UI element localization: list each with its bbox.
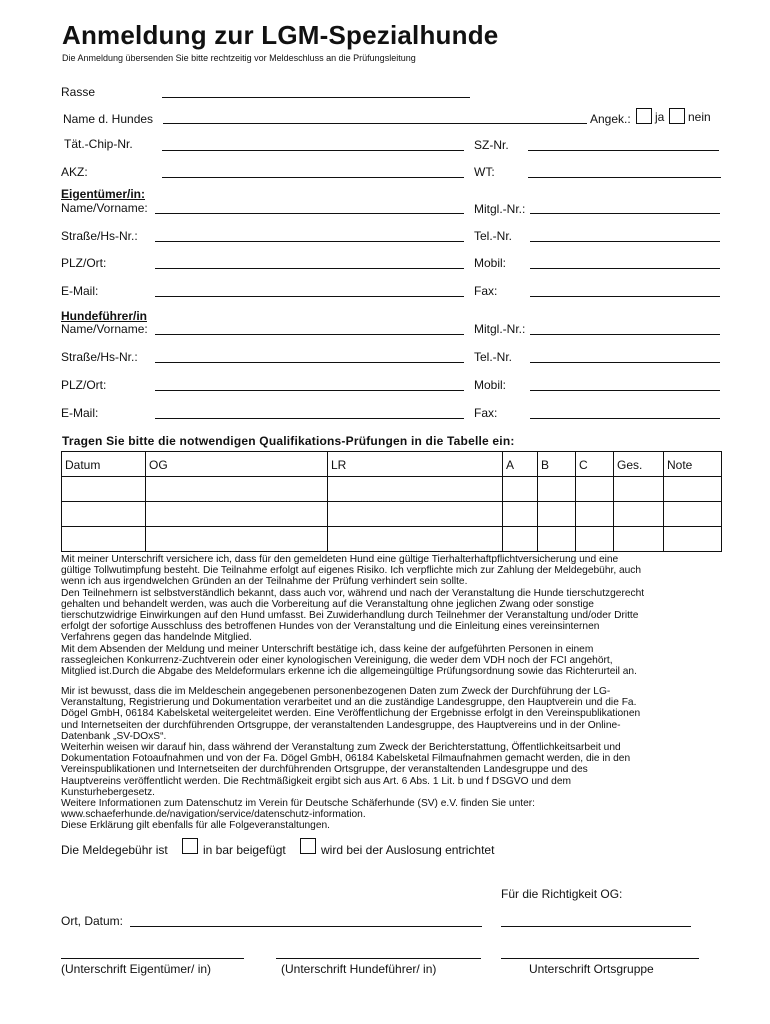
owner-plz-field[interactable] (155, 268, 464, 269)
correctness-label: Für die Richtigkeit OG: (501, 887, 623, 901)
owner-mitgl-field[interactable] (530, 213, 720, 214)
table-cell[interactable] (146, 502, 328, 527)
text-line: Kunsturhebergesetz. (61, 786, 156, 798)
table-cell[interactable] (62, 502, 146, 527)
text-line: Diese Erklärung gilt ebenfalls für alle Folgeveranstaltungen. (61, 820, 330, 832)
table-cell[interactable] (503, 502, 538, 527)
table-cell[interactable] (146, 527, 328, 552)
wt-label: WT: (474, 165, 495, 179)
table-header-row (62, 452, 722, 477)
handler-mitgl-field[interactable] (530, 334, 720, 335)
chip-label: Tät.-Chip-Nr. (64, 137, 133, 151)
angek-ja-label: ja (655, 110, 665, 124)
handler-tel-label: Tel.-Nr. (474, 350, 513, 364)
table-cell[interactable] (614, 477, 664, 502)
handler-heading: Hundeführer/in (61, 309, 147, 323)
handler-street-field[interactable] (155, 362, 464, 363)
col-lr: LR (328, 452, 503, 477)
table-cell[interactable] (328, 477, 503, 502)
table-heading: Tragen Sie bitte die notwendigen Qualifikations-Prüfungen in die Tabelle ein: (62, 434, 515, 448)
text-line: www.schaeferhunde.de/navigation/service/datenschutz-information. (61, 809, 366, 821)
form-subtitle: Die Anmeldung übersenden Sie bitte rechtzeitig vor Meldeschluss an die Prüfungsleitung (62, 53, 416, 63)
table-cell[interactable] (576, 502, 614, 527)
handler-name-field[interactable] (155, 334, 464, 335)
dog-name-field[interactable] (163, 123, 587, 124)
table-cell[interactable] (62, 527, 146, 552)
handler-fax-label: Fax: (474, 406, 498, 420)
table-cell[interactable] (614, 527, 664, 552)
text-line: Hauptvereins veröffentlicht werden. Die Rechtmäßigkeit ergibt sich aus Art. 6 Abs. 1 Lit. b und f DSGVO und dem (61, 775, 572, 787)
angek-ja-checkbox[interactable] (636, 108, 652, 124)
table-cell[interactable] (328, 527, 503, 552)
text-line: gehalten und behandelt werden, was auch die Vorbereitung auf die Veranstaltung ohne jeglichen Zwang oder sonstige (61, 598, 594, 610)
table-cell[interactable] (538, 477, 576, 502)
text-line: tierschutzwidrige Einwirkungen auf den Hund umfasst. Bei Zuwiderhandlung durch Teilnehmer der Veranstaltung und/oder Dritte (61, 610, 639, 622)
text-line: gültige Tollwutimpfung besteht. Die Teilnahme erfolgt auf eigenes Risiko. Ich verpflichte mich zur Zahlung der Meldegebühr, auch (61, 565, 642, 577)
handler-email-label: E-Mail: (61, 406, 99, 420)
owner-heading: Eigentümer/in: (61, 187, 146, 201)
table-cell[interactable] (62, 477, 146, 502)
og-signature-label: Unterschrift Ortsgruppe (529, 962, 654, 976)
col-ges: Ges. (614, 452, 664, 477)
handler-fax-field[interactable] (530, 418, 720, 419)
fee-draw-checkbox[interactable] (300, 838, 316, 854)
text-line: Dögel GmbH, 06184 Kabelsketal weitergeleitet werden. Eine Veröffentlichung der Ergebnisse erfolgt in den Vereinspublikationen (61, 708, 641, 720)
place-date-label: Ort, Datum: (61, 914, 124, 928)
table-cell[interactable] (576, 527, 614, 552)
akz-label: AKZ: (61, 165, 88, 179)
table-row (62, 527, 722, 552)
dog-name-label: Name d. Hundes (63, 112, 154, 126)
og-correctness-field[interactable] (501, 926, 691, 927)
owner-email-label: E-Mail: (61, 284, 99, 298)
handler-mobil-field[interactable] (530, 390, 720, 391)
owner-tel-label: Tel.-Nr. (474, 229, 513, 243)
owner-street-field[interactable] (155, 241, 464, 242)
og-signature-field[interactable] (501, 958, 699, 959)
text-line: Weitere Informationen zum Datenschutz im Verein für Deutsche Schäferhunde (SV) e.V. finden Sie unter: (61, 798, 535, 810)
table-cell[interactable] (503, 477, 538, 502)
handler-street-label: Straße/Hs-Nr.: (61, 350, 138, 364)
text-line: Mit meiner Unterschrift versichere ich, dass für den gemeldeten Hund eine gültige Tierhalterhaftpflichtversicherung und eine (61, 554, 619, 565)
text-line: Datenbank „SV-DOxS“. (61, 730, 167, 742)
text-line: Weiterhin weisen wir darauf hin, dass während der Veranstaltung zum Zweck der Berichterstattung, Öffentlichkeitsarbeit und (61, 742, 621, 754)
fee-cash-label: in bar beigefügt (203, 843, 286, 857)
privacy-paragraph (61, 686, 731, 832)
text-line: Mit dem Absenden der Meldung und meiner Unterschrift bestätige ich, dass keine der aufgeführten Personen in einem (61, 643, 594, 655)
text-line: Mitglied ist.Durch die Abgabe des Meldeformulars erkenne ich die allgemeingültige Prüfungsordnung sowie das Richterurteil an. (61, 666, 637, 678)
handler-plz-label: PLZ/Ort: (61, 378, 107, 392)
sz-label: SZ-Nr. (474, 138, 509, 152)
col-og: OG (146, 452, 328, 477)
text-line: Dokumentation Fotoaufnahmen und von der Fa. Dögel GmbH, 06184 Kabelsketal Filmaufnahmen gemacht werden, die in den (61, 753, 631, 765)
table-cell[interactable] (664, 477, 722, 502)
handler-plz-field[interactable] (155, 390, 464, 391)
table-cell[interactable] (328, 502, 503, 527)
fee-label: Die Meldegebühr ist (61, 843, 168, 857)
text-line: erfolgt der sofortige Ausschluss des betroffenen Hundes von der Veranstaltung und die Einleitung eines vereinsinternen (61, 621, 600, 633)
owner-mobil-field[interactable] (530, 268, 720, 269)
col-c: C (576, 452, 614, 477)
angek-nein-label: nein (688, 110, 711, 124)
text-line: Verfahrens gegen das handelnde Mitglied. (61, 632, 252, 644)
table-cell[interactable] (503, 527, 538, 552)
table-cell[interactable] (538, 527, 576, 552)
declaration-paragraph (61, 554, 731, 677)
text-line: Veranstaltung, Registrierung und Dokumentation verarbeitet und an die zuständige Landesgruppe, den Hauptverein und die Fa. (61, 697, 637, 709)
col-note: Note (664, 452, 722, 477)
handler-signature-label: (Unterschrift Hundeführer/ in) (281, 962, 437, 976)
handler-tel-field[interactable] (530, 362, 720, 363)
angek-nein-checkbox[interactable] (669, 108, 685, 124)
fee-draw-label: wird bei der Auslosung entrichtet (321, 843, 495, 857)
col-a: A (503, 452, 538, 477)
table-row (62, 477, 722, 502)
text-line: rassegleichen Konkurrenz-Zuchtverein oder einer kynologischen Vereinigung, die weder dem VDH noch der FCI angehört, (61, 654, 613, 666)
chip-field[interactable] (162, 150, 464, 151)
col-datum: Datum (62, 452, 146, 477)
table-cell[interactable] (146, 477, 328, 502)
owner-fax-field[interactable] (530, 296, 720, 297)
text-line: Mir ist bewusst, dass die im Meldeschein angegebenen personenbezogenen Daten zum Zweck der Durchführung der LG- (61, 686, 611, 697)
owner-tel-field[interactable] (530, 241, 720, 242)
text-line: und Internetseiten der durchführenden Ortsgruppe, der veranstaltenden Landesgruppe, des Hauptvereins und in der Online- (61, 719, 621, 731)
text-line: Den Teilnehmern ist selbstverständlich bekannt, dass auch vor, während und nach der Veranstaltung die Hunde tierschutzgerecht (61, 587, 645, 599)
table-cell[interactable] (664, 502, 722, 527)
handler-name-label: Name/Vorname: (61, 322, 148, 336)
owner-mitgl-label: Mitgl.-Nr.: (474, 202, 526, 216)
table-row (62, 502, 722, 527)
owner-fax-label: Fax: (474, 284, 498, 298)
owner-signature-label: (Unterschrift Eigentümer/ in) (61, 962, 212, 976)
wt-field[interactable] (528, 177, 721, 178)
table-cell[interactable] (538, 502, 576, 527)
sz-field[interactable] (528, 150, 719, 151)
place-date-field[interactable] (130, 926, 482, 927)
handler-signature-field[interactable] (276, 958, 481, 959)
handler-email-field[interactable] (155, 418, 464, 419)
table-cell[interactable] (664, 527, 722, 552)
owner-email-field[interactable] (155, 296, 464, 297)
fee-cash-checkbox[interactable] (182, 838, 198, 854)
owner-street-label: Straße/Hs-Nr.: (61, 229, 138, 243)
table-cell[interactable] (576, 477, 614, 502)
col-b: B (538, 452, 576, 477)
qualifications-table (61, 451, 722, 552)
breed-label: Rasse (61, 85, 96, 99)
breed-field[interactable] (162, 97, 470, 98)
owner-name-field[interactable] (155, 213, 464, 214)
text-line: Vereinspublikationen und Internetseiten der durchführenden Ortsgruppe, der veranstaltenden Landesgruppe und des (61, 764, 588, 776)
akz-field[interactable] (162, 177, 464, 178)
owner-name-label: Name/Vorname: (61, 201, 148, 215)
handler-mobil-label: Mobil: (474, 378, 507, 392)
owner-signature-field[interactable] (61, 958, 244, 959)
table-cell[interactable] (614, 502, 664, 527)
owner-plz-label: PLZ/Ort: (61, 256, 107, 270)
angek-label: Angek.: (590, 112, 631, 126)
owner-mobil-label: Mobil: (474, 256, 507, 270)
form-title: Anmeldung zur LGM-Spezialhunde (62, 20, 499, 50)
text-line: wenn ich aus irgendwelchen Gründen an der Teilnahme der Prüfung verhindert sein sollte. (61, 576, 468, 588)
handler-mitgl-label: Mitgl.-Nr.: (474, 322, 526, 336)
